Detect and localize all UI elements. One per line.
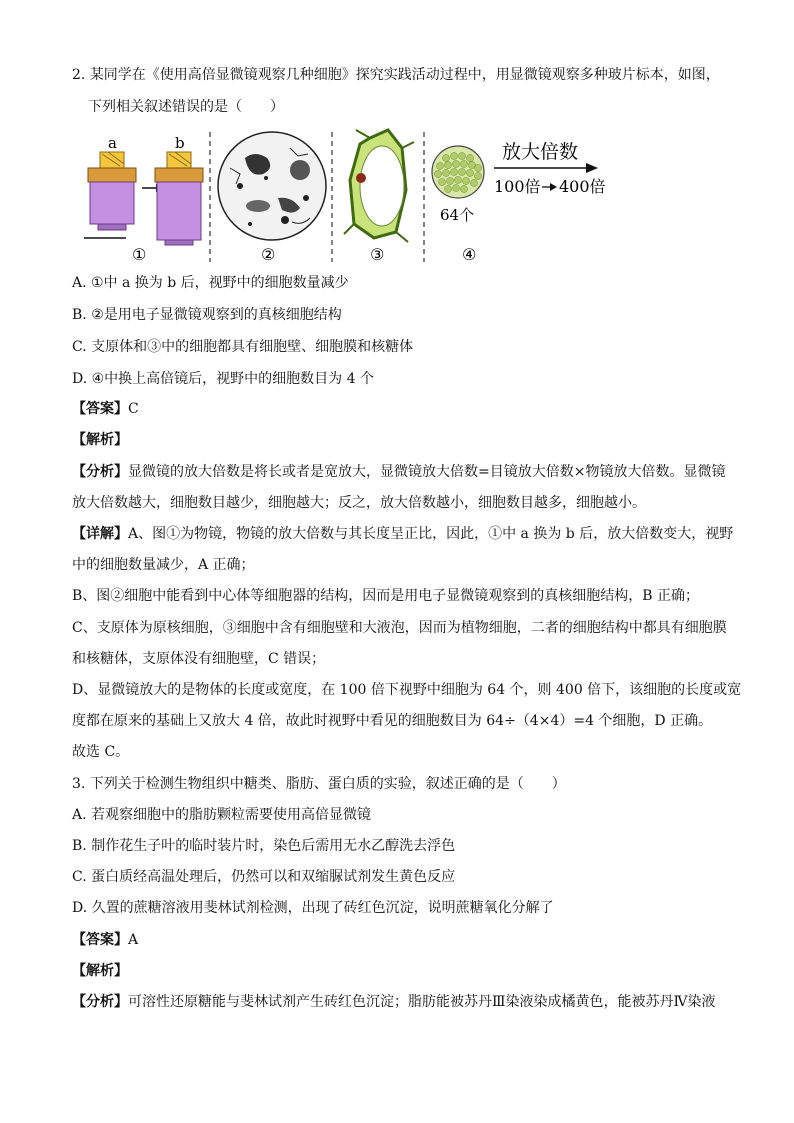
q2-xiangjie-d1: D、显微镜放大的是物体的长度或宽度，在 100 倍下视野中细胞为 64 个，则 400 倍下，该细胞的长度或宽: [72, 682, 742, 698]
answer-value: C: [128, 401, 139, 417]
q2-xiangjie-b: B、图②细胞中能看到中心体等细胞器的结构，因而是用电子显微镜观察到的真核细胞结构，B 正确；: [72, 588, 700, 604]
q2-option-b: B. ②是用电子显微镜观察到的真核细胞结构: [72, 307, 342, 323]
em-cell-image: [218, 132, 326, 240]
q3-option-d: D. 久置的蔗糖溶液用斐林试剂检测，出现了砖红色沉淀，说明蔗糖氧化分解了: [72, 900, 554, 916]
q2-fenxi-line1: 【分析】显微镜的放大倍数是将长或者是宽放大，显微镜放大倍数=目镜放大倍数×物镜放大倍数。显微镜: [72, 464, 726, 480]
q3-option-b: B. 制作花生子叶的临时装片时，染色后需用无水乙醇洗去浮色: [72, 838, 456, 854]
figure-num-3: ③: [370, 245, 385, 264]
q3-fenxi-line1: 【分析】可溶性还原糖能与斐林试剂产生砖红色沉淀；脂肪能被苏丹Ⅲ染液染成橘黄色，能被苏丹Ⅳ染液: [72, 994, 716, 1010]
label-b: b: [175, 134, 185, 152]
q2-xiangjie-a1: 【详解】A、图①为物镜，物镜的放大倍数与其长度呈正比，因此，①中 a 换为 b 后，放大倍数变大，视野: [72, 526, 734, 542]
plant-cell-image: [344, 130, 414, 242]
q2-analysis-tag: 【解析】: [72, 432, 128, 448]
q2-stem-line2: 下列相关叙述错误的是（ ）: [88, 99, 284, 115]
q2-stem-line1: 2. 某同学在《使用高倍显微镜观察几种细胞》探究实践活动过程中，用显微镜观察多种玻片标本，如图，: [72, 67, 720, 83]
q2-answer: [72, 398, 732, 420]
objective-lens-a: [84, 134, 136, 238]
figure-num-4: ④: [462, 245, 477, 264]
answer-tag: 【答案】: [72, 401, 128, 417]
figure-num-2: ②: [261, 245, 276, 264]
q3-option-a: A. 若观察细胞中的脂肪颗粒需要使用高倍显微镜: [72, 807, 372, 823]
q2-xiangjie-a2: 中的细胞数量减少，A 正确；: [72, 557, 255, 573]
cell-count-label: 64个: [440, 206, 475, 224]
q2-fenxi-line2: 放大倍数越大，细胞数目越少，细胞越大；反之，放大倍数越小，细胞数目越多，细胞越小。: [72, 495, 646, 511]
field-of-view-image: [432, 146, 484, 224]
q3-analysis-tag: 【解析】: [72, 963, 128, 979]
q2-option-c: C. 支原体和③中的细胞都具有细胞壁、细胞膜和核糖体: [72, 339, 414, 355]
q2-conclusion: 故选 C。: [72, 744, 130, 760]
objective-lens-b: [155, 134, 203, 245]
q2-figure: [70, 128, 630, 268]
q2-xiangjie-c1: C、支原体为原核细胞，③细胞中含有细胞壁和大液泡，因而为植物细胞，二者的细胞结构中都具有细胞膜: [72, 620, 727, 636]
magnification-400: 400倍: [559, 177, 606, 196]
figure-num-1: ①: [132, 245, 147, 264]
q2-option-a: A. ①中 a 换为 b 后，视野中的细胞数量减少: [72, 275, 349, 291]
q2-option-d: D. ④中换上高倍镜后，视野中的细胞数目为 4 个: [72, 371, 374, 387]
label-a: a: [108, 134, 117, 152]
q3-option-c: C. 蛋白质经高温处理后，仍然可以和双缩脲试剂发生黄色反应: [72, 869, 456, 885]
q2-xiangjie-d2: 度都在原来的基础上又放大 4 倍，故此时视野中看见的细胞数目为 64÷（4×4）=4 个细胞，D 正确。: [72, 713, 713, 729]
q3-stem: 3. 下列关于检测生物组织中糖类、脂肪、蛋白质的实验，叙述正确的是（ ）: [72, 776, 566, 792]
magnification-title: 放大倍数: [502, 141, 579, 163]
magnification-100: 100倍: [494, 177, 541, 196]
q3-answer: 【答案】A: [72, 932, 139, 948]
q2-xiangjie-c2: 和核糖体，支原体没有细胞壁，C 错误；: [72, 651, 326, 667]
